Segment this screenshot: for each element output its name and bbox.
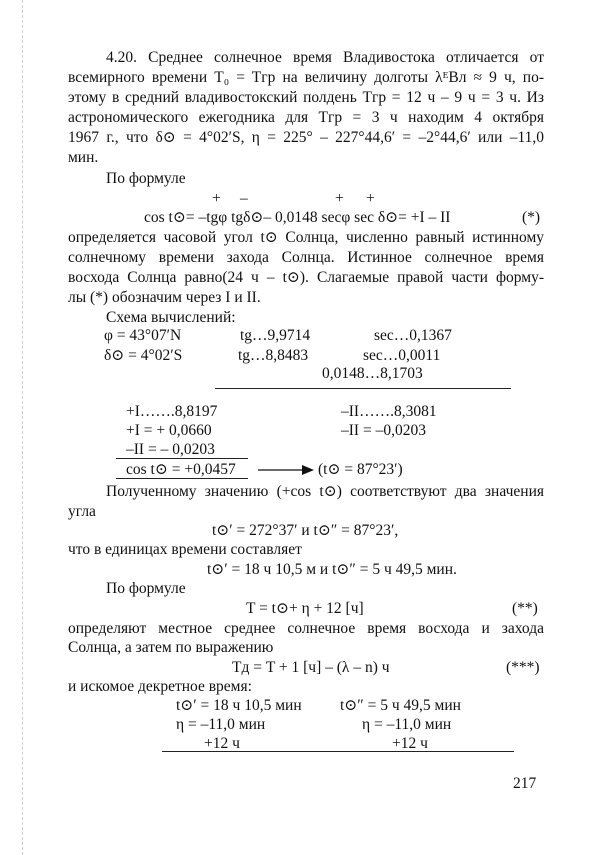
formula-2-tag: (**) (512, 600, 538, 617)
tg-delta-log: tg…8,8483 (238, 347, 309, 364)
arrow-icon (258, 463, 314, 477)
page-number: 217 (513, 775, 537, 792)
text-line: определяется часовой угол t⊙ Солнца, численно равный истинному (68, 229, 544, 246)
text-line: всемирного времени T₀ = Tгр на величину долготы λᴱВл ≈ 9 ч, по- (68, 69, 544, 86)
text-line: этому в средний владивостокский полдень Tгр = 12 ч – 9 ч = 3 ч. Из (68, 89, 544, 106)
text-line: угла (68, 503, 96, 520)
text-line: мин. (68, 149, 99, 166)
product-log: 0,0148…8,1703 (322, 365, 423, 382)
final-line: η = –11,0 мин (176, 716, 266, 733)
final-line: t⊙″ = 5 ч 49,5 мин (340, 697, 461, 714)
sign-plus: + (335, 190, 344, 207)
schema-rule (215, 388, 511, 389)
cos-result: cos t⊙ = +0,0457 (126, 461, 236, 478)
formula-3: Tд = T + 1 [ч] – (λ – n) ч (232, 659, 390, 676)
phi-value: φ = 43°07′N (104, 327, 182, 344)
formula-1: cos t⊙= –tgφ tgδ⊙– 0,0148 secφ sec δ⊙= +I – II (144, 209, 451, 226)
text-line: Солнца, а затем по выражению (68, 639, 274, 656)
calc-line: –II = –0,0203 (341, 422, 426, 439)
sign-minus: – (240, 190, 248, 207)
times-line: t⊙′ = 18 ч 10,5 м и t⊙″ = 5 ч 49,5 мин. (207, 561, 457, 578)
delta-value: δ⊙ = 4°02′S (104, 347, 183, 364)
sec-delta-log: sec…0,0011 (363, 347, 441, 364)
schema-title: Схема вычислений: (106, 309, 236, 326)
calc-rule (116, 458, 248, 459)
sign-plus: + (366, 190, 375, 207)
tg-phi-log: tg…9,9714 (240, 327, 311, 344)
text-line: что в единицах времени составляет (68, 541, 302, 558)
text-line: 1967 г., что δ⊙ = 4°02′S, η = 225° – 227°44,6′ = –2°44,6′ или –11,0 (68, 129, 544, 146)
angles-line: t⊙′ = 272°37′ и t⊙″ = 87°23′, (212, 522, 399, 539)
text-line: 4.20. Среднее солнечное время Владивостока отличается от (106, 49, 544, 66)
calc-line: +I…….8,8197 (126, 403, 218, 420)
page-edge-line (22, 0, 23, 855)
formula-3-tag: (***) (506, 659, 540, 676)
final-rule (162, 751, 514, 752)
text-line: и искомое декретное время: (68, 678, 252, 695)
calc-rule (116, 478, 248, 479)
angle-result: (t⊙ = 87°23′) (318, 461, 403, 478)
text-line: Полученному значению (+cos t⊙) соответствуют два значения (106, 483, 544, 500)
formula-1-tag: (*) (522, 209, 541, 226)
formula-2: T = t⊙+ η + 12 [ч] (246, 600, 364, 617)
final-line: t⊙′ = 18 ч 10,5 мин (176, 697, 302, 714)
final-line: +12 ч (392, 735, 428, 752)
calc-line: –II = – 0,0203 (126, 441, 215, 458)
label-po-formule: По формуле (106, 580, 186, 597)
final-line: +12 ч (204, 735, 240, 752)
sign-plus: + (212, 190, 221, 207)
text-line: астрономического ежегодника для Tгр = 3 ч находим 4 октября (68, 109, 544, 126)
label-po-formule: По формуле (106, 170, 186, 187)
final-line: η = –11,0 мин (362, 716, 452, 733)
text-line: солнечному времени захода Солнца. Истинное солнечное время (68, 249, 544, 266)
text-line: лы (*) обозначим через I и II. (68, 289, 261, 306)
text-line: определяют местное среднее солнечное время восхода и захода (68, 620, 544, 637)
sec-phi-log: sec…0,1367 (374, 327, 452, 344)
calc-line: –II…….8,3081 (341, 403, 437, 420)
text-line: восхода Солнца равно(24 ч – t⊙). Слагаемые правой части форму- (68, 269, 544, 286)
calc-line: +I = + 0,0660 (126, 422, 212, 439)
